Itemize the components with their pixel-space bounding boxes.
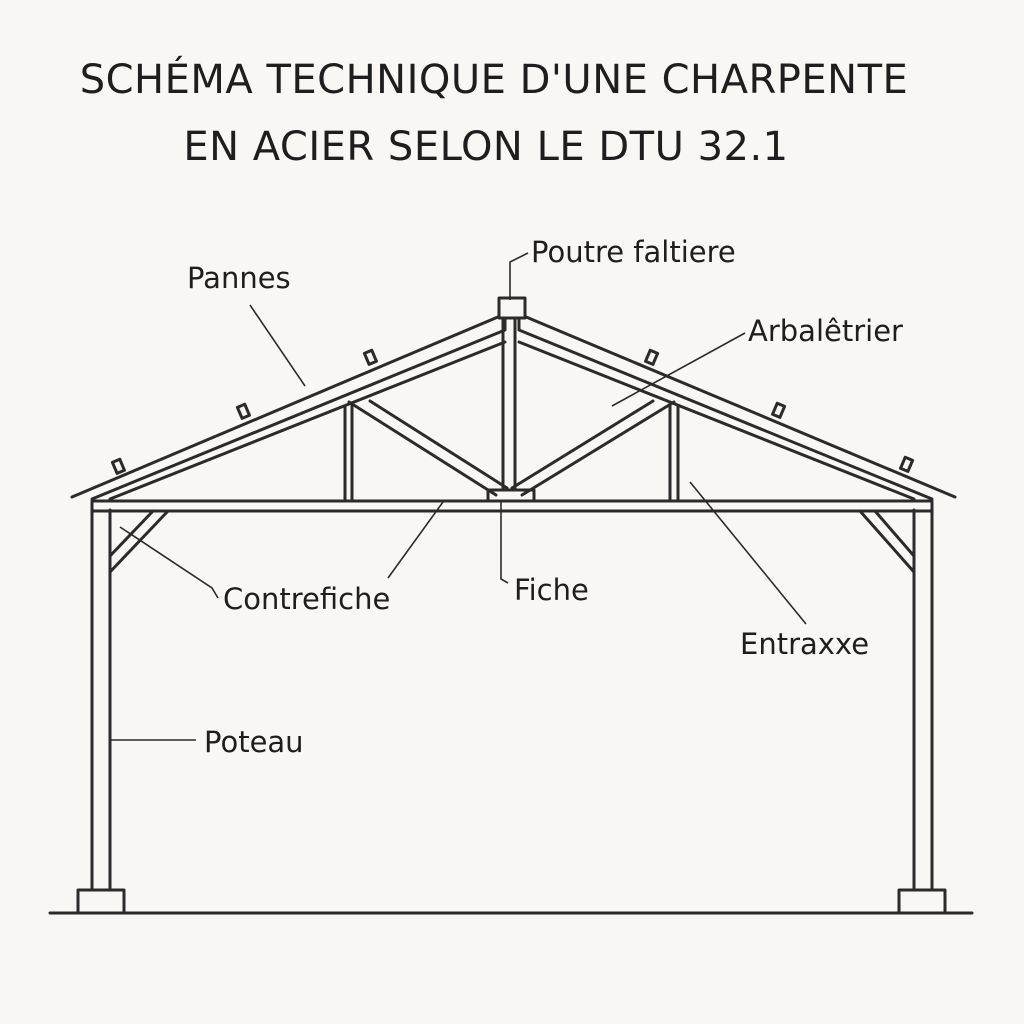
column-left (92, 503, 110, 890)
purlin-left-3 (364, 350, 376, 364)
column-right (914, 503, 932, 890)
ridge-beam (499, 298, 525, 318)
purlin-right-3 (901, 457, 913, 471)
label-pannes: Pannes (187, 261, 291, 295)
purlin-left-2 (237, 404, 249, 418)
label-poutre-faitiere: Poutre faltiere (531, 235, 736, 269)
leader-poutre-faitiere (510, 253, 528, 300)
strut-left (349, 401, 507, 495)
label-arbaletrier: Arbalêtrier (748, 314, 903, 348)
title-line-1: SCHÉMA TECHNIQUE D'UNE CHARPENTE (79, 57, 909, 103)
knee-brace-left (110, 511, 168, 572)
label-fiche: Fiche (514, 573, 589, 607)
leader-contrefiche-tie (388, 502, 443, 578)
footing-left (78, 890, 124, 913)
leader-fiche (501, 501, 508, 583)
purlin-left-1 (112, 459, 124, 473)
rafter-left (72, 314, 505, 499)
label-poteau: Poteau (204, 725, 304, 759)
title-line-2: EN ACIER SELON LE DTU 32.1 (183, 124, 789, 170)
label-contrefiche: Contrefiche (223, 582, 391, 616)
knee-brace-right (860, 511, 914, 572)
leader-entraxe (690, 482, 806, 624)
vertical-post-left (345, 404, 352, 501)
vertical-post-right (670, 404, 678, 501)
purlin-right-2 (773, 403, 785, 417)
label-entraxe: Entraxxe (740, 627, 870, 661)
leader-pannes (250, 305, 305, 386)
king-post (503, 318, 515, 494)
purlin-right-1 (646, 350, 658, 364)
leader-contrefiche (120, 527, 218, 598)
strut-right (512, 401, 674, 495)
footing-right (899, 890, 945, 913)
